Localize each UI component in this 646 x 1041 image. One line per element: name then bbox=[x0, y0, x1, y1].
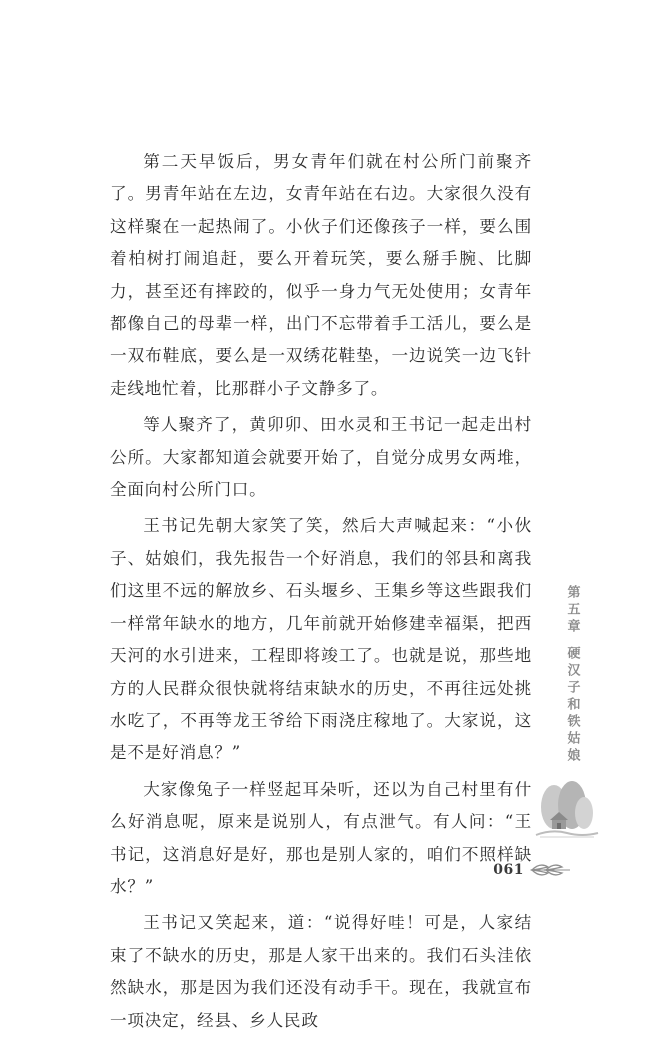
page-number: 061 bbox=[493, 862, 524, 878]
paragraph: 大家像兔子一样竖起耳朵听，还以为自己村里有什么好消息呢，原来是说别人，有点泄气。有人问：“王书记，这消息好是好，那也是别人家的，咱们不照样缺水？” bbox=[110, 779, 532, 896]
chapter-title: 硬汉子和铁姑娘 bbox=[564, 646, 580, 765]
chapter-label: 第五章 bbox=[564, 585, 580, 636]
paragraph: 第二天早饭后，男女青年们就在村公所门前聚齐了。男青年站在左边，女青年站在右边。大家很久没有这样聚在一起热闹了。小伙子们还像孩子一样，要么围着柏树打闹追赶，要么开着玩笑，要么掰手腕、比脚力，甚至还有摔跤的，似乎一身力气无处使用；女青年都像自己的母辈一样，出门不忘带着手工活儿，要么是一双布鞋底，要么是一双绣花鞋垫，一边说笑一边飞针走线地忙着，比那群小子文静多了。 bbox=[110, 152, 532, 398]
paragraph: 王书记又笑起来，道：“说得好哇！可是，人家结束了不缺水的历史，那是人家干出来的。我们石头洼依然缺水，那是因为我们还没有动手干。现在，我就宣布一项决定，经县、乡人民政 bbox=[110, 913, 532, 1030]
page-footer bbox=[493, 861, 572, 879]
landscape-illustration-icon bbox=[532, 775, 602, 845]
paragraph: 王书记先朝大家笑了笑，然后大声喊起来：“小伙子、姑娘们，我先报告一个好消息，我们的邻县和离我们这里不远的解放乡、石头堰乡、王集乡等这些跟我们一样常年缺水的地方，几年前就开始修建幸福渠，把西天河的水引进来，工程即将竣工了。也就是说，那些地方的人民群众很快就将结束缺水的历史，不再往远处挑水吃了，不再等龙王爷给下雨浇庄稼地了。大家说，这是不是好消息？” bbox=[110, 516, 532, 763]
body-text bbox=[110, 146, 532, 1041]
paragraph: 等人聚齐了，黄卯卯、田水灵和王书记一起走出村公所。大家都知道会就要开始了，自觉分成男女两堆，全面向村公所门口。 bbox=[110, 415, 532, 500]
leaf-ornament-icon bbox=[530, 861, 572, 879]
chapter-side-tab bbox=[552, 585, 592, 845]
